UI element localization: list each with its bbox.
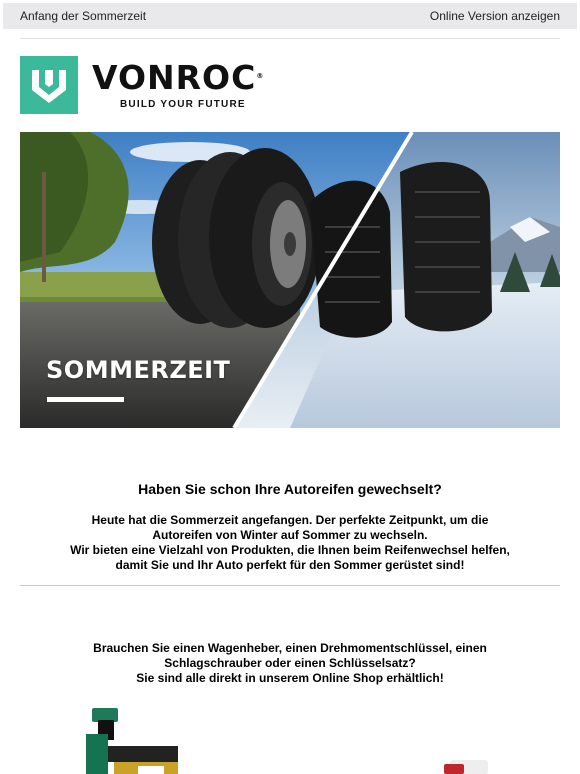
products-line: Brauchen Sie einen Wagenheber, einen Drehmomentschlüssel, einen <box>93 641 487 655</box>
product-bottle-image[interactable] <box>444 756 490 774</box>
trademark: ® <box>256 71 265 80</box>
section-divider <box>20 585 560 586</box>
brand-tagline: BUILD YOUR FUTURE <box>120 98 246 110</box>
header-divider <box>20 38 560 39</box>
products-line: Sie sind alle direkt in unserem Online Shop erhältlich! <box>136 671 444 685</box>
intro-text <box>40 513 540 573</box>
products-line: Schlagschrauber oder einen Schlüsselsatz? <box>164 656 416 670</box>
preheader-text: Anfang der Sommerzeit <box>20 9 147 23</box>
logo-mark-icon <box>20 56 78 114</box>
hero-label: SOMMERZEIT <box>46 356 231 384</box>
view-online-link[interactable]: Online Version anzeigen <box>429 9 560 23</box>
brand-name: VONROC ® <box>92 57 265 97</box>
intro-line: Heute hat die Sommerzeit angefangen. Der perfekte Zeitpunkt, um die <box>91 513 489 527</box>
top-bar <box>3 3 577 29</box>
hero-label-underline <box>47 397 124 402</box>
section-heading: Haben Sie schon Ihre Autoreifen gewechselt? <box>138 481 442 497</box>
products-text <box>40 641 540 686</box>
intro-line: Autoreifen von Winter auf Sommer zu wechseln. <box>152 528 428 542</box>
car-jack-image[interactable] <box>78 706 188 774</box>
intro-line: damit Sie und Ihr Auto perfekt für den Sommer gerüstet sind! <box>115 558 465 572</box>
intro-line: Wir bieten eine Vielzahl von Produkten, die Ihnen beim Reifenwechsel helfen, <box>70 543 510 557</box>
hero-banner[interactable] <box>20 132 560 428</box>
vonroc-logo[interactable] <box>20 55 265 115</box>
